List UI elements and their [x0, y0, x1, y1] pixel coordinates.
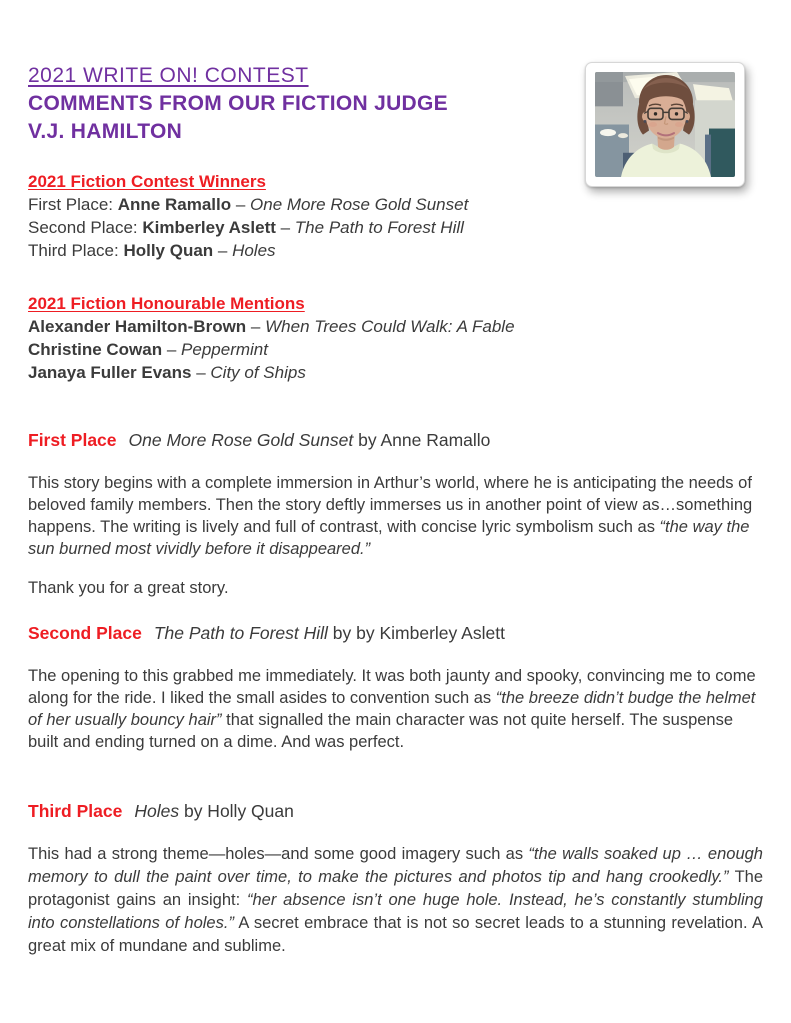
place-label: First Place: [28, 430, 117, 450]
story-title: One More Rose Gold Sunset: [128, 430, 354, 450]
mention-story-title: When Trees Could Walk: A Fable: [265, 317, 515, 336]
story-quote: “her absence isn’t one huge hole. Instead, he’s constantly stumbling into constellations of holes.”: [28, 891, 763, 932]
judge-photo-frame: [585, 62, 745, 187]
winner-place-label: Third Place:: [28, 241, 124, 260]
dash-separator: –: [162, 340, 182, 359]
story-quote: “the walls soaked up … enough memory to dull the paint over time, to make the pictures and photos tip and hang crookedly.”: [28, 845, 763, 886]
contest-title: 2021 WRITE ON! CONTEST: [28, 64, 309, 87]
winners-heading: 2021 Fiction Contest Winners: [28, 172, 266, 191]
winner-name: Holly Quan: [123, 241, 214, 260]
winner-name: Anne Ramallo: [117, 195, 232, 214]
review-text: The protagonist gains an insight:: [28, 868, 764, 909]
dash-separator: –: [231, 195, 251, 214]
story-byline: by by Kimberley Aslett: [327, 623, 505, 643]
second-place-review-paragraph: [28, 665, 763, 753]
dash-separator: –: [191, 363, 211, 382]
dash-separator: –: [275, 218, 295, 237]
third-place-review-paragraph: [28, 843, 763, 958]
mention-story-title: City of Ships: [210, 363, 306, 382]
winner-name: Kimberley Aslett: [142, 218, 276, 237]
first-place-review-heading: [28, 428, 763, 452]
story-byline: by Anne Ramallo: [353, 430, 491, 450]
story-title: The Path to Forest Hill: [153, 623, 328, 643]
second-place-review-heading: [28, 621, 763, 645]
mention-name: Alexander Hamilton-Brown: [28, 317, 247, 336]
mention-row: [28, 338, 763, 361]
mention-name: Janaya Fuller Evans: [28, 363, 192, 382]
winner-story-title: The Path to Forest Hill: [294, 218, 464, 237]
winner-place-label: First Place:: [28, 195, 118, 214]
third-place-review-heading: [28, 799, 763, 823]
review-text: This had a strong theme—holes—and some good imagery such as: [28, 845, 529, 863]
mention-row: [28, 315, 763, 338]
review-text: that signalled the main character was not quite herself. The suspense built and ending turned on a dime. And was perfect.: [28, 711, 734, 751]
review-text: This story begins with a complete immersion in Arthur’s world, where he is anticipating the needs of beloved family members. Then the story deftly immerses us in another point of view as…something happens. The writing is lively and full of contrast, with concise lyric symbolism such as: [28, 474, 753, 536]
story-title: Holes: [134, 801, 180, 821]
winner-row-first: [28, 193, 763, 216]
winner-story-title: One More Rose Gold Sunset: [250, 195, 469, 214]
honourable-mentions-heading: 2021 Fiction Honourable Mentions: [28, 294, 305, 313]
document-subtitle: COMMENTS FROM OUR FICTION JUDGE: [28, 92, 448, 115]
story-quote: “the way the sun burned most vividly before it disappeared.”: [28, 518, 750, 558]
place-label: Second Place: [28, 623, 142, 643]
judge-name: V.J. HAMILTON: [28, 120, 183, 143]
story-quote: “the breeze didn’t budge the helmet of her usually bouncy hair”: [28, 689, 756, 729]
winner-row-third: [28, 239, 763, 262]
winner-story-title: Holes: [232, 241, 276, 260]
first-place-closing-line: Thank you for a great story.: [28, 579, 229, 597]
dash-separator: –: [213, 241, 233, 260]
dash-separator: –: [246, 317, 266, 336]
winner-place-label: Second Place:: [28, 218, 143, 237]
place-label: Third Place: [28, 801, 123, 821]
mention-row: [28, 361, 763, 384]
first-place-review-paragraph: [28, 472, 763, 560]
review-text: A secret embrace that is not so secret leads to a stunning revelation. A great mix of mundane and sublime.: [28, 914, 763, 955]
mention-story-title: Peppermint: [181, 340, 268, 359]
mention-name: Christine Cowan: [28, 340, 163, 359]
review-text: The opening to this grabbed me immediately. It was both jaunty and spooky, convincing me to come along for the ride. I liked the small asides to convention such as: [28, 667, 756, 707]
honourable-mentions-section: [28, 292, 763, 384]
winner-row-second: [28, 216, 763, 239]
header-title-block: [28, 62, 573, 146]
story-byline: by Holly Quan: [179, 801, 294, 821]
judge-photo: [595, 72, 735, 177]
